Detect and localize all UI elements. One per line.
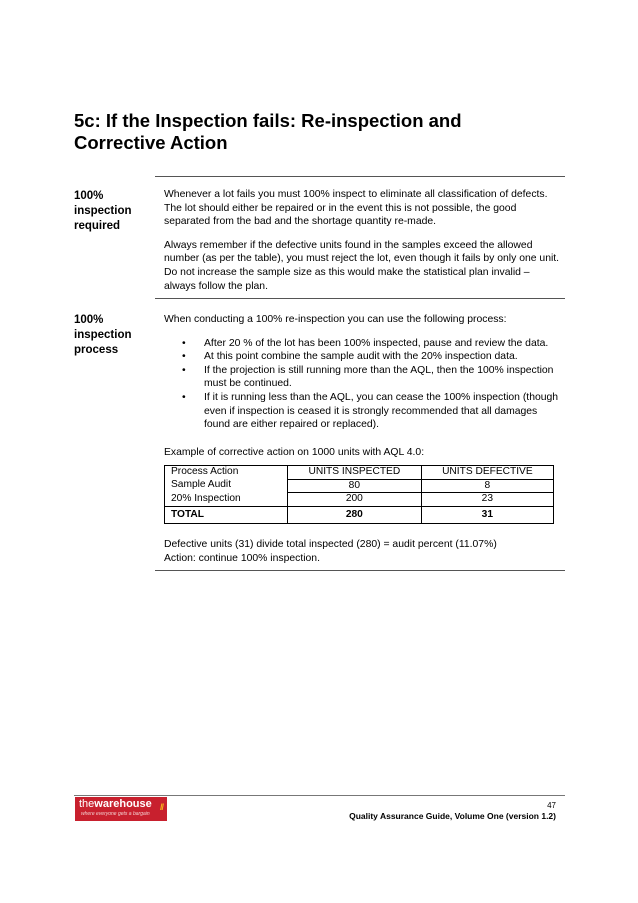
intro-text: When conducting a 100% re-inspection you can use the following process: [164,314,507,325]
list-item: • At this point combine the sample audit with the 20% inspection data. [182,351,518,363]
table-cell: 31 [421,506,553,524]
table-cell: 8 [421,479,553,493]
corrective-action-table [164,465,554,524]
example-heading: Example of corrective action on 1000 units with AQL 4.0: [164,446,425,458]
footer-divider [74,795,565,796]
paragraph: Always remember if the defective units found in the samples exceed the allowed number (as per the table), you must reject the lot, even though it fails by only one unit. Do not increase the sample size as this would make the statistical plan invalid – always follow the plan. [164,239,560,292]
table-cell: 23 [421,493,553,507]
section-body-inspection-process [164,313,564,566]
bullet-icon: • [182,351,186,363]
page-number: 47 [547,801,556,810]
section-label-inspection-required: 100% inspection required [74,190,132,232]
paragraph: Whenever a lot fails you must 100% inspect to eliminate all classification of defects. The lot should either be repaired or in the event this is not possible, the good separated from the bad and the shortage quantity re-made. [164,189,548,228]
guide-title: Quality Assurance Guide, Volume One (version 1.2) [349,811,556,821]
title-divider [155,176,565,177]
page-title: 5c: If the Inspection fails: Re-inspection and Corrective Action [74,110,462,153]
bullet-icon: • [182,337,186,349]
list-item: • After 20 % of the lot has been 100% inspected, pause and review the data. [182,337,549,349]
table-cell: Sample Audit [165,479,288,493]
table-total-row [165,506,554,524]
table-cell: 20% Inspection [165,493,288,507]
list-item: • If it is running less than the AQL, you can cease the 100% inspection (though even if inspection is ceased it is strongly recommended that all damages found are either repaired or replaced). [182,391,559,431]
section-divider [155,570,565,571]
table-cell: UNITS DEFECTIVE [421,466,553,480]
table-cell: TOTAL [165,506,288,524]
section-divider [155,298,565,299]
section-body-inspection-required [164,188,564,303]
table-cell: 200 [288,493,422,507]
table-cell: UNITS INSPECTED [288,466,422,480]
table-cell: Process Action [165,466,288,480]
process-steps-list [164,337,564,432]
section-label-inspection-process: 100% inspection process [74,314,132,356]
table-cell: 280 [288,506,422,524]
conclusion: Defective units (31) divide total inspected (280) = audit percent (11.07%) Action: continue 100% inspection. [164,539,497,564]
list-item: • If the projection is still running more than the AQL, then the 100% inspection must be continued. [182,364,554,390]
table-cell: 80 [288,479,422,493]
table-header-row [165,466,554,480]
table-row [165,493,554,507]
bullet-icon: • [182,364,186,376]
table-row [165,479,554,493]
logo-tagline: where everyone gets a bargain [81,811,150,817]
logo-stripes-icon: // [159,802,163,812]
warehouse-logo: thewarehouse // where everyone gets a bargain [75,797,167,821]
bullet-icon: • [182,391,186,403]
